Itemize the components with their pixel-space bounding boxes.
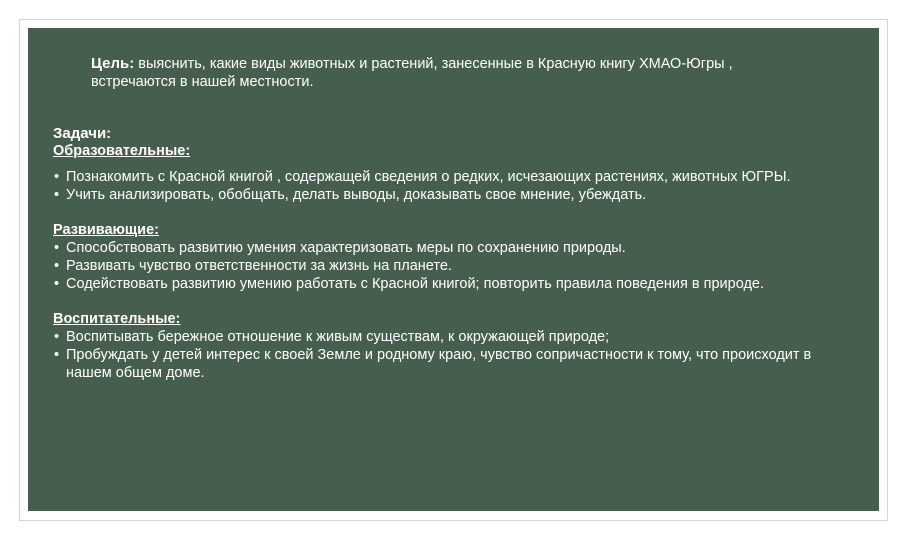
goal-label: Цель:: [91, 55, 135, 72]
section-title-developmental: Развивающие:: [53, 222, 159, 238]
list-item: • Пробуждать у детей интерес к своей Земле и родному краю, чувство сопричастности к тому, что происходит в нашем общем доме.: [53, 346, 853, 382]
section-title-upbringing: Воспитательные:: [53, 311, 181, 327]
list-item: • Учить анализировать, обобщать, делать выводы, доказывать свое мнение, убеждать.: [53, 186, 853, 204]
goal-text: выяснить, какие виды животных и растений, занесенные в Красную книгу ХМАО-Югры , встречаются в нашей местности.: [91, 56, 733, 90]
section-title-educational: Образовательные:: [53, 143, 191, 159]
tasks-title: Задачи:: [53, 125, 112, 142]
list-item: • Воспитывать бережное отношение к живым существам, к окружающей природе;: [53, 328, 853, 346]
educational-list: [53, 168, 853, 204]
developmental-list: [53, 239, 853, 293]
tasks-block: [53, 125, 853, 382]
upbringing-list: [53, 328, 853, 382]
slide: [28, 28, 879, 511]
list-item: • Содействовать развитию умению работать с Красной книгой; повторить правила поведения в природе.: [53, 275, 853, 293]
goal-paragraph: [91, 55, 811, 91]
list-item: • Развивать чувство ответственности за жизнь на планете.: [53, 257, 853, 275]
list-item: • Способствовать развитию умения характеризовать меры по сохранению природы.: [53, 239, 853, 257]
list-item: • Познакомить с Красной книгой , содержащей сведения о редких, исчезающих растениях, животных ЮГРЫ.: [53, 168, 853, 186]
